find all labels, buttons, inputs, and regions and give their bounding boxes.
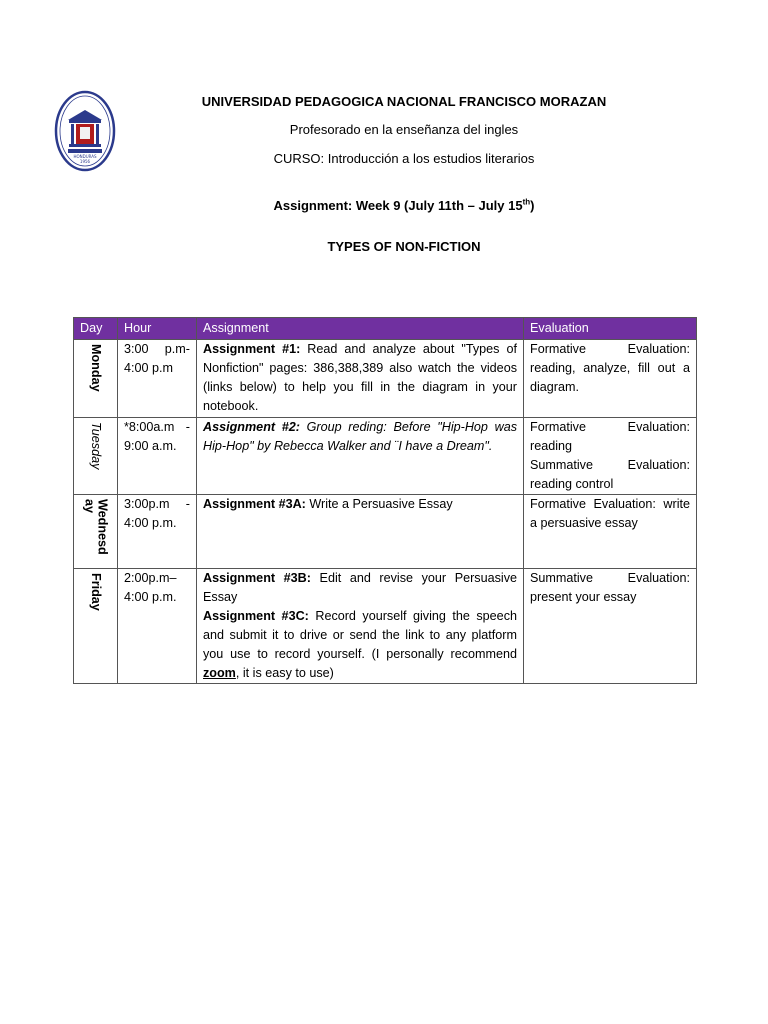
evaluation-cell: Summative Evaluation: present your essay — [524, 569, 697, 684]
day-label: Tuesday — [89, 422, 103, 470]
day-label: Friday — [89, 573, 103, 611]
program-name: Profesorado en la enseñanza del ingles — [289, 122, 519, 137]
assignment-cell: Assignment #1: Read and analyze about "Types of Nonfiction" pages: 386,388,389 also watch the videos (links below) to help you fill in the diagram in your notebook. — [197, 340, 524, 418]
table-row — [74, 340, 697, 418]
hour-cell: 2:00p.m– 4:00 p.m. — [118, 569, 197, 684]
topic-title: TYPES OF NON-FICTION — [327, 239, 481, 254]
evaluation-cell: Formative Evaluation: reading Summative Evaluation: reading control — [524, 418, 697, 495]
table-row — [74, 495, 697, 569]
day-label: Wednesd ay — [82, 499, 110, 555]
university-seal-logo — [54, 90, 116, 172]
hour-cell: 3:00p.m - 4:00 p.m. — [118, 495, 197, 569]
day-cell — [74, 418, 118, 495]
evaluation-cell: Formative Evaluation: write a persuasive essay — [524, 495, 697, 569]
table-header-row — [74, 318, 697, 340]
zoom-link[interactable]: zoom — [203, 666, 236, 680]
day-cell — [74, 495, 118, 569]
header-day: Day — [74, 318, 118, 340]
table-row — [74, 569, 697, 684]
day-cell — [74, 340, 118, 418]
hour-cell: *8:00a.m - 9:00 a.m. — [118, 418, 197, 495]
header-assignment: Assignment — [197, 318, 524, 340]
evaluation-cell: Formative Evaluation: reading, analyze, fill out a diagram. — [524, 340, 697, 418]
assignment-cell: Assignment #3A: Write a Persuasive Essay — [197, 495, 524, 569]
hour-cell: 3:00 p.m-4:00 p.m — [118, 340, 197, 418]
logo-caption-country: HONDURAS — [73, 154, 97, 159]
assignment-cell: Assignment #3B: Edit and revise your Persuasive Essay Assignment #3C: Record yourself giving the speech and submit it to drive or send the link to any platform you use to record yourself. (I personally recommend zoom, it is easy to use) — [197, 569, 524, 684]
university-name: UNIVERSIDAD PEDAGOGICA NACIONAL FRANCISCO MORAZAN — [201, 94, 607, 109]
day-label: Monday — [89, 344, 103, 392]
header-hour: Hour — [118, 318, 197, 340]
logo-caption-year: 1956 — [79, 159, 91, 164]
assignment-title: Assignment: Week 9 (July 11th – July 15th) — [273, 197, 535, 213]
header-evaluation: Evaluation — [524, 318, 697, 340]
schedule-table — [73, 317, 697, 684]
table-row — [74, 418, 697, 495]
day-cell — [74, 569, 118, 684]
course-name: CURSO: Introducción a los estudios literarios — [273, 151, 535, 166]
assignment-cell: Assignment #2: Group reding: Before "Hip-Hop was Hip-Hop" by Rebecca Walker and ¨I have a Dream". — [197, 418, 524, 495]
